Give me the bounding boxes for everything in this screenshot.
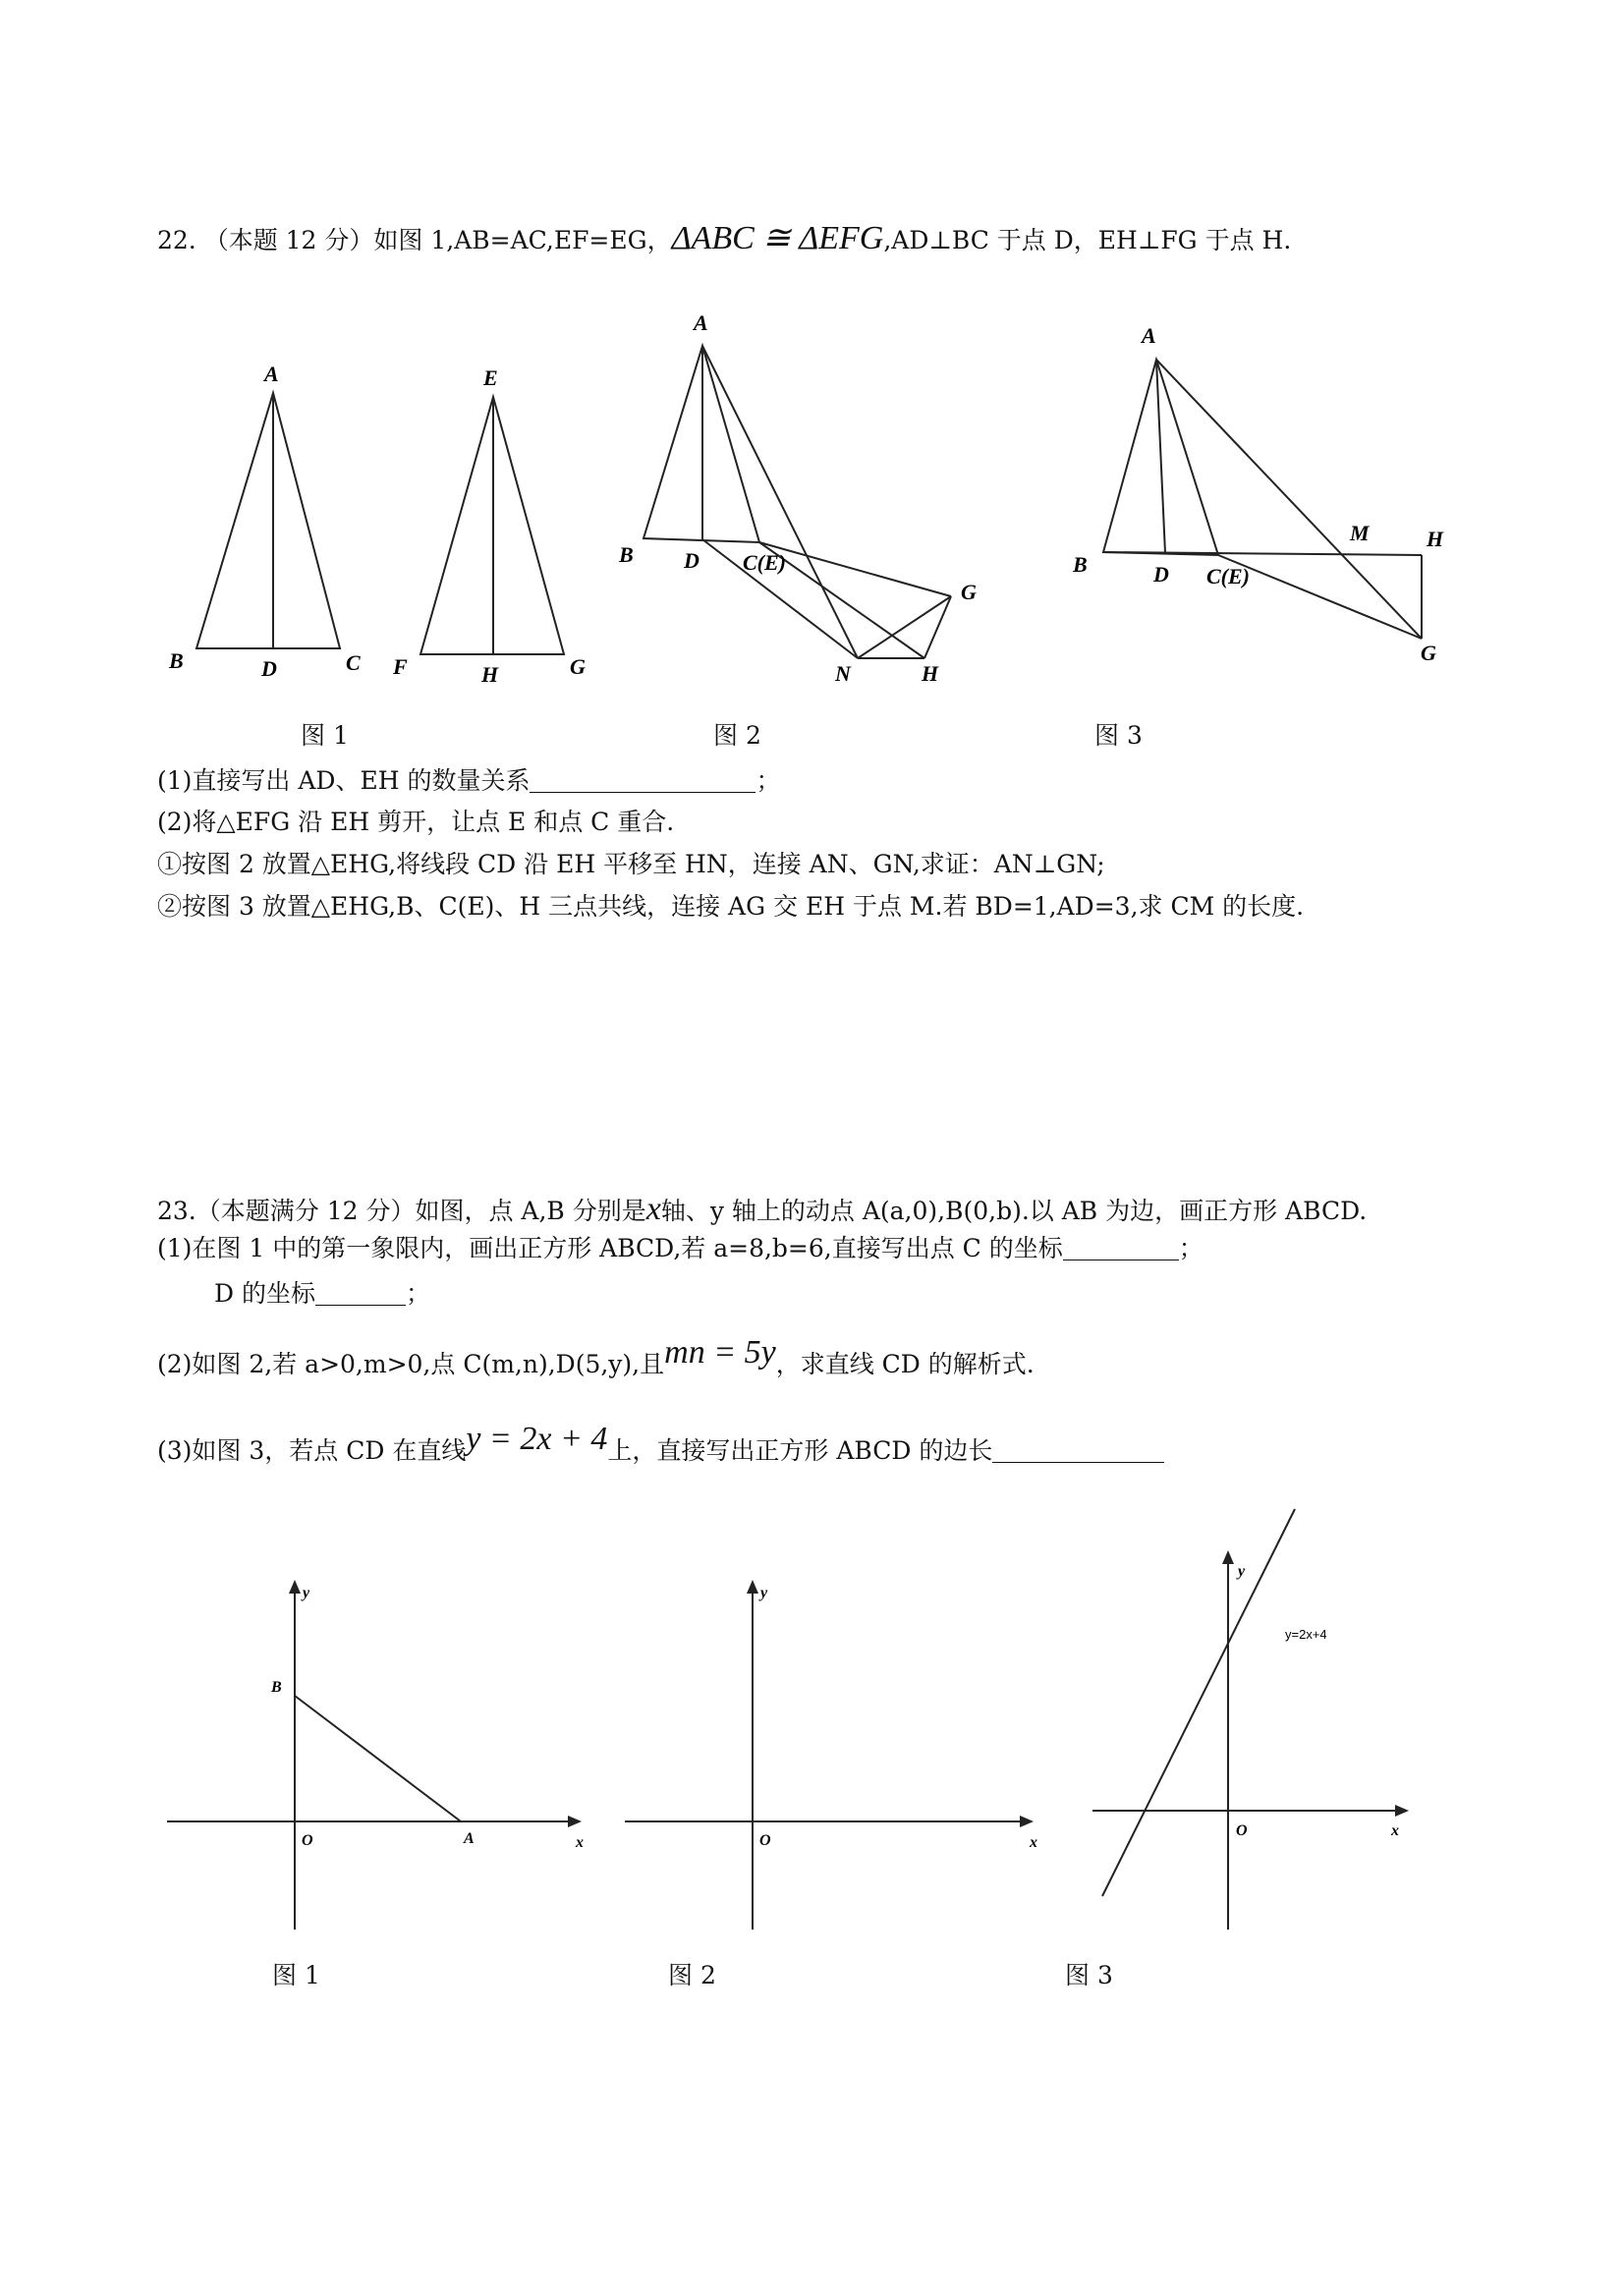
fig3-label-h: H bbox=[1427, 527, 1444, 551]
fig1-segment-ab bbox=[295, 1696, 461, 1821]
q22-tail: ,AD⊥BC 于点 D，EH⊥FG 于点 H. bbox=[883, 226, 1292, 254]
q22-caption-fig3: 图 3 bbox=[1094, 721, 1143, 750]
q22-part2-a: ①按图 2 放置△EHG,将线段 CD 沿 EH 平移至 HN，连接 AN、GN,求证：AN⊥GN; bbox=[157, 850, 1105, 878]
fig1-label-a: A bbox=[464, 1830, 475, 1847]
fig2-label-h: H bbox=[922, 661, 939, 686]
fig1-label-f: F bbox=[393, 654, 408, 679]
fig1-x-arrow-icon bbox=[568, 1816, 582, 1827]
q23-x-symbol: x bbox=[645, 1191, 661, 1227]
fig1-y-arrow-icon bbox=[289, 1580, 301, 1594]
fig2-label-ce: C(E) bbox=[743, 550, 786, 575]
q23-head2: 轴、y 轴上的动点 A(a,0),B(0,b).以 AB 为边，画正方形 ABCD. bbox=[660, 1197, 1368, 1225]
fig1-label-c: C bbox=[346, 650, 361, 675]
fig1-label-d: D bbox=[261, 656, 277, 681]
fig2-label-b: B bbox=[619, 542, 634, 567]
fig3-line-equation-label: y=2x+4 bbox=[1285, 1627, 1327, 1642]
fig3-label-x: x bbox=[1391, 1822, 1399, 1839]
fig1-label-a: A bbox=[264, 362, 279, 386]
q23-part1-d-end: ； bbox=[406, 1279, 431, 1308]
fig1-label-b: B bbox=[271, 1679, 282, 1696]
fig3-label-m: M bbox=[1350, 521, 1370, 545]
fig2-x-arrow-icon bbox=[1020, 1816, 1034, 1827]
q23-part2-end: ，求直线 CD 的解析式. bbox=[775, 1350, 1035, 1378]
q22-congruence-formula: ΔABC ≅ ΔEFG bbox=[671, 220, 884, 256]
fig2-label-a: A bbox=[694, 310, 708, 335]
fig3-label-ce: C(E) bbox=[1206, 564, 1250, 588]
q23-part1-d-text: D 的坐标 bbox=[214, 1279, 315, 1308]
q22-part1-text: (1)直接写出 AD、EH 的数量关系 bbox=[157, 766, 531, 795]
fig1-label-e: E bbox=[483, 365, 498, 390]
q23-part3-end: 上，直接写出正方形 ABCD 的边长 bbox=[607, 1436, 993, 1465]
fig3-y-arrow-icon bbox=[1222, 1550, 1234, 1564]
q23-head: 23.（本题满分 12 分）如图，点 A,B 分别是 bbox=[157, 1197, 646, 1225]
q23-part1-end: ； bbox=[1178, 1234, 1203, 1262]
fig1-label-b: B bbox=[169, 648, 184, 673]
q22-part1-end: ； bbox=[756, 766, 781, 795]
fig3-label-a: A bbox=[1142, 323, 1156, 348]
q22-part2: (2)将△EFG 沿 EH 剪开，让点 E 和点 C 重合. bbox=[157, 808, 675, 836]
fig3-label-g: G bbox=[1421, 641, 1436, 665]
q22-caption-fig1: 图 1 bbox=[301, 721, 349, 750]
fig1-label-o: O bbox=[302, 1832, 313, 1849]
fig1-label-x: x bbox=[576, 1834, 584, 1851]
q23-caption-fig3: 图 3 bbox=[1065, 1961, 1113, 1989]
fig3-label-d: D bbox=[1153, 562, 1169, 587]
fig3-label-b: B bbox=[1073, 552, 1088, 577]
fig2-y-arrow-icon bbox=[747, 1580, 758, 1594]
q23-caption-fig2: 图 2 bbox=[668, 1961, 716, 1989]
q22-part2-b: ②按图 3 放置△EHG,B、C(E)、H 三点共线，连接 AG 交 EH 于点 M.若 BD=1,AD=3,求 CM 的长度. bbox=[157, 892, 1305, 921]
fig2-label-n: N bbox=[835, 661, 851, 686]
q23-part2-text: (2)如图 2,若 a>0,m>0,点 C(m,n),D(5,y),且 bbox=[157, 1350, 665, 1378]
fig2-label-d: D bbox=[684, 548, 700, 573]
fig3-line-y-2x-4 bbox=[1102, 1509, 1295, 1896]
q23-part3-text: (3)如图 3，若点 CD 在直线 bbox=[157, 1436, 467, 1465]
fig2-label-g: G bbox=[961, 580, 977, 604]
q23-part1-text: (1)在图 1 中的第一象限内，画出正方形 ABCD,若 a=8,b=6,直接写出点 C 的坐标 bbox=[157, 1234, 1063, 1262]
fig3-label-y: y bbox=[1238, 1563, 1246, 1580]
q23-part2-formula: mn = 5y bbox=[664, 1334, 776, 1371]
fig3-label-o: O bbox=[1236, 1822, 1248, 1839]
q22-caption-fig2: 图 2 bbox=[713, 721, 761, 750]
fig2-label-x: x bbox=[1030, 1834, 1037, 1851]
fig1-label-h: H bbox=[481, 662, 499, 687]
fig1-label-y: y bbox=[303, 1585, 310, 1601]
q23-caption-fig1: 图 1 bbox=[272, 1961, 320, 1989]
fig1-label-g: G bbox=[570, 654, 586, 679]
fig2-label-y: y bbox=[760, 1585, 768, 1601]
fig3-x-arrow-icon bbox=[1395, 1805, 1409, 1817]
q23-part3-formula: y = 2x + 4 bbox=[466, 1421, 608, 1457]
q22-head: 22. （本题 12 分）如图 1,AB=AC,EF=EG， bbox=[157, 226, 672, 254]
fig2-label-o: O bbox=[759, 1832, 771, 1849]
